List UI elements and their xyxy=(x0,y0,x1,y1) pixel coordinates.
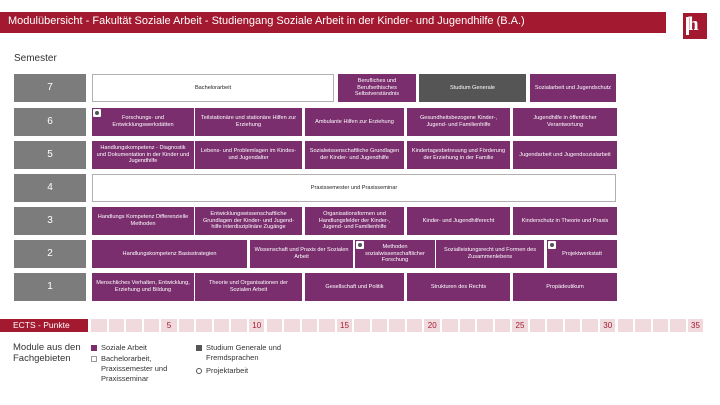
module-cell[interactable] xyxy=(407,207,510,235)
project-icon xyxy=(356,241,364,249)
ects-cell xyxy=(495,319,511,332)
legend-label-bachelor: Bachelorarbeit, Praxissemester und Praxisseminar xyxy=(101,354,168,383)
ects-cell xyxy=(231,319,247,332)
ects-cell xyxy=(442,319,458,332)
module-cell[interactable] xyxy=(92,273,194,301)
ects-cell xyxy=(565,319,581,332)
ects-tick-label: 25 xyxy=(512,319,528,332)
module-label: Methoden sozialwissenschaftlicher Forschung xyxy=(365,244,425,264)
module-label: Handlungskompetenz Basisstrategien xyxy=(122,250,217,257)
module-cell[interactable] xyxy=(513,273,617,301)
module-cell[interactable] xyxy=(407,141,510,169)
ects-cell xyxy=(670,319,686,332)
ects-cell xyxy=(196,319,212,332)
module-cell[interactable] xyxy=(513,207,617,235)
module-cell[interactable] xyxy=(195,207,302,235)
ects-tick-label: 10 xyxy=(249,319,265,332)
module-cell[interactable] xyxy=(305,273,404,301)
module-cell[interactable] xyxy=(195,273,302,301)
module-label: Handlungskompetenz - Diagnostik und Dokumentation in der Kinder und Jugendhilfe xyxy=(96,145,190,165)
ects-cell xyxy=(354,319,370,332)
semester-5-label: 5 xyxy=(14,141,86,169)
ects-cell xyxy=(547,319,563,332)
ects-cell xyxy=(144,319,160,332)
ects-cell xyxy=(302,319,318,332)
ects-cell xyxy=(477,319,493,332)
semester-6-label: 6 xyxy=(14,108,86,136)
legend-label-projektarbeit: Projektarbeit xyxy=(206,366,249,375)
ects-tick-label: 15 xyxy=(337,319,353,332)
legend-label-studium-generale: Studium Generale und Fremdsprachen xyxy=(206,343,282,362)
module-label: Kindertagesbetreuung und Förderung der Erziehung in der Familie xyxy=(411,148,506,161)
ects-cell xyxy=(618,319,634,332)
ects-cell xyxy=(407,319,423,332)
module-cell[interactable] xyxy=(407,273,510,301)
module-cell[interactable] xyxy=(305,108,404,136)
module-label: Sozialleistungsrecht und Formen des Zusammenlebens xyxy=(443,247,537,260)
module-label: Bachelorarbeit xyxy=(194,84,232,91)
module-cell[interactable] xyxy=(92,108,194,136)
legend-swatch-white xyxy=(91,356,97,362)
ects-tick-label: 20 xyxy=(424,319,440,332)
module-cell[interactable] xyxy=(92,74,334,102)
module-cell[interactable] xyxy=(407,108,510,136)
ects-label: ECTS - Punkte xyxy=(0,319,88,332)
module-label: Jugendarbeit und Jugendsozialarbeit xyxy=(519,151,611,158)
module-label: Organisationsformen und Handlungsfelder der Kinder-, Jugend- und Familienhilfe xyxy=(318,211,391,231)
ects-cell xyxy=(126,319,142,332)
ects-cell xyxy=(91,319,107,332)
module-label: Entwicklungswissenschaftliche Grundlagen der Kinder- und Jugend- hilfe interdisziplinäre Zugänge xyxy=(202,211,295,231)
module-label: Handlungs Kompetenz Differenzielle Methoden xyxy=(97,214,189,227)
module-label: Jugendhilfe in öffentlicher Verantwortung xyxy=(533,115,597,128)
module-cell[interactable] xyxy=(338,74,416,102)
module-cell[interactable] xyxy=(92,141,194,169)
module-label: Kinderschutz in Theorie und Praxis xyxy=(521,217,609,224)
module-label: Strukturen des Rechts xyxy=(430,283,487,290)
module-label: Praxissemester und Praxisseminar xyxy=(310,184,398,191)
module-cell[interactable] xyxy=(355,240,435,268)
module-cell[interactable] xyxy=(305,207,404,235)
header-bar xyxy=(0,12,666,33)
ects-cell xyxy=(284,319,300,332)
module-label: Menschliches Verhalten, Entwicklung, Erziehung und Bildung xyxy=(96,280,190,293)
ects-cell xyxy=(214,319,230,332)
module-label: Gesellschaft und Politik xyxy=(325,283,384,290)
ects-cell xyxy=(267,319,283,332)
legend-swatch-gray xyxy=(196,345,202,351)
ects-cell xyxy=(372,319,388,332)
legend-swatch-purple xyxy=(91,345,97,351)
project-icon xyxy=(548,241,556,249)
module-cell[interactable] xyxy=(513,108,617,136)
legend-title: Module aus den Fachgebieten xyxy=(13,342,81,364)
module-label: Wissenschaft und Praxis der Sozialen Arbeit xyxy=(254,247,349,260)
module-cell[interactable] xyxy=(92,207,194,235)
module-label: Forschungs- und Entwicklungswerkstätten xyxy=(112,115,174,128)
semester-1-label: 1 xyxy=(14,273,86,301)
module-label: Ambulante Hilfen zur Erziehung xyxy=(315,118,394,125)
module-label: Kinder- und Jugendhilferecht xyxy=(422,217,495,224)
semester-label: Semester xyxy=(14,53,57,64)
semester-7-label: 7 xyxy=(14,74,86,102)
module-cell[interactable] xyxy=(513,141,617,169)
module-cell[interactable] xyxy=(250,240,353,268)
module-label: Theorie und Organisationen der Sozialen Arbeit xyxy=(209,280,288,293)
ects-tick-label: 35 xyxy=(688,319,704,332)
module-label: Gesundheitsbezogene Kinder-, Jugend- und Familienhilfe xyxy=(419,115,498,128)
module-cell[interactable] xyxy=(419,74,526,102)
ects-tick-label: 5 xyxy=(161,319,177,332)
semester-2-label: 2 xyxy=(14,240,86,268)
module-cell[interactable] xyxy=(195,141,302,169)
module-cell[interactable] xyxy=(547,240,617,268)
module-cell[interactable] xyxy=(530,74,616,102)
project-icon xyxy=(196,368,202,374)
page-title: Modulübersicht - Fakultät Soziale Arbeit - Studiengang Soziale Arbeit in der Kinder- und Jugendhilfe (B.A.) xyxy=(8,15,525,27)
semester-4-label: 4 xyxy=(14,174,86,202)
university-logo xyxy=(683,13,707,39)
project-icon xyxy=(93,109,101,117)
module-label: Lebens- und Problemlagen im Kindes- und Jugendalter xyxy=(200,148,297,161)
ects-cell xyxy=(582,319,598,332)
module-cell[interactable] xyxy=(92,174,616,202)
module-label: Teilstationäre und stationäre Hilfen zur Erziehung xyxy=(200,115,297,128)
module-label: Propädeutikum xyxy=(546,283,584,290)
module-cell[interactable] xyxy=(92,240,247,268)
module-cell[interactable] xyxy=(305,141,404,169)
semester-3-label: 3 xyxy=(14,207,86,235)
ects-cell xyxy=(179,319,195,332)
ects-cell xyxy=(319,319,335,332)
module-label: Studium Generale xyxy=(449,84,496,91)
ects-cell xyxy=(460,319,476,332)
module-cell[interactable] xyxy=(195,108,302,136)
ects-cell xyxy=(530,319,546,332)
ects-cell xyxy=(653,319,669,332)
module-label: Berufliches und Berufsethisches Selbstverständnis xyxy=(354,78,400,98)
logo-letter: h xyxy=(688,14,699,35)
ects-cell xyxy=(389,319,405,332)
ects-tick-label: 30 xyxy=(600,319,616,332)
ects-cell xyxy=(635,319,651,332)
module-label: Sozialarbeit und Jugendschutz xyxy=(534,84,612,91)
legend-label-soziale-arbeit: Soziale Arbeit xyxy=(101,343,147,352)
module-cell[interactable] xyxy=(436,240,544,268)
module-label: Projektwerkstatt xyxy=(562,250,602,257)
ects-cell xyxy=(109,319,125,332)
module-label: Sozialwissenschaftliche Grundlagen der Kinder- und Jugendhilfe xyxy=(309,148,400,161)
